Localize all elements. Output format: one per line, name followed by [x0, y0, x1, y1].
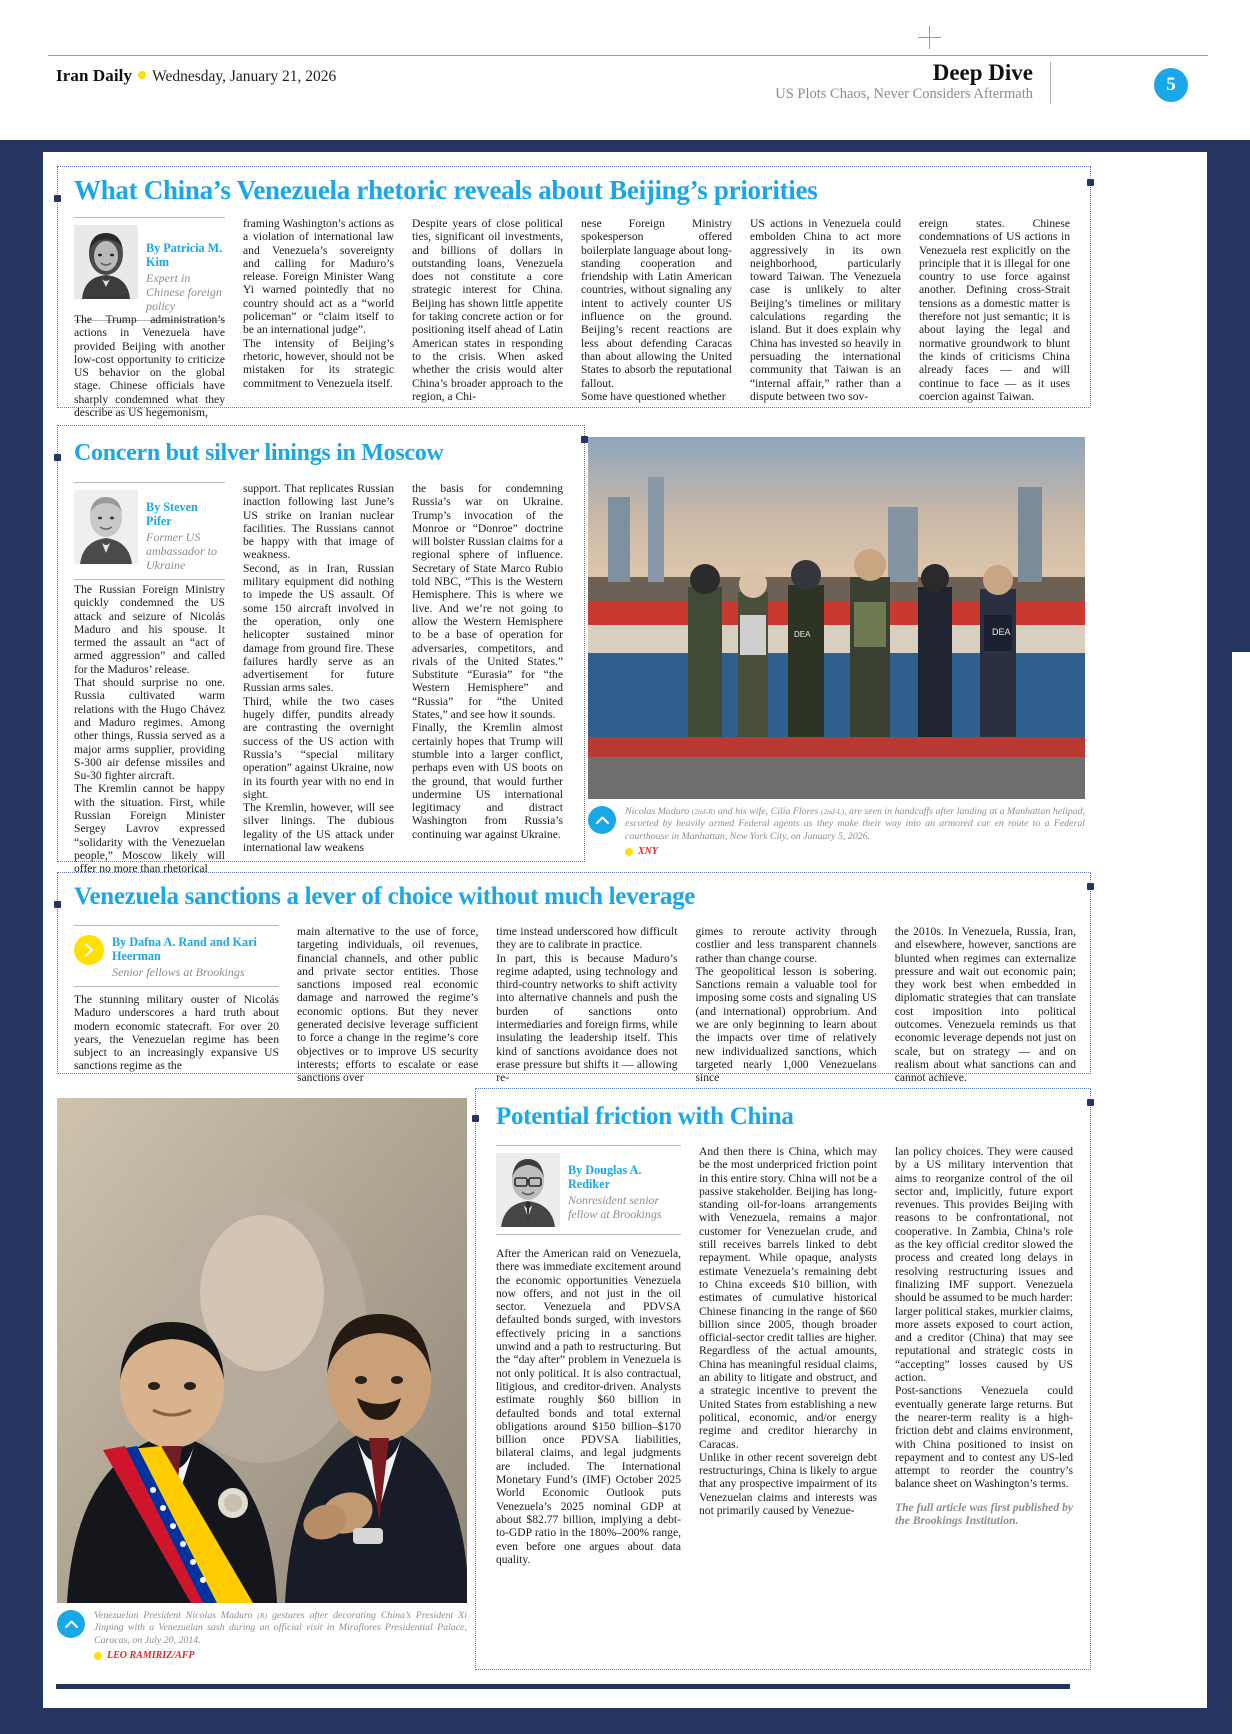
byline-role: Former US ambassador to Ukraine	[146, 530, 218, 572]
column	[243, 217, 394, 403]
article-bullet	[472, 1115, 479, 1122]
column	[74, 993, 279, 1073]
paragraph: Second, as in Iran, Russian military equipment did nothing to impede the US assault. Of some 150 aircraft involved in the operation, only one helicopter sustained minor damage from ground fire. These failures hardly serve as an advertisement for future Russian arms sales.	[243, 561, 394, 695]
yellow-dot-icon	[625, 848, 633, 856]
yellow-dot-icon	[94, 1652, 102, 1660]
byline-text	[146, 225, 225, 313]
paragraph: Some have questioned whether	[581, 389, 726, 403]
paragraph: time instead underscored how difficult they are to calibrate in practice.	[496, 925, 678, 952]
body-columns-china-rhetoric-rest	[243, 217, 1076, 403]
portrait-image	[74, 490, 138, 564]
photo-maduro-xi	[57, 1098, 467, 1603]
paragraph: US actions in Venezuela could embolden China to act more aggressively in its own neighborhood, particularly toward Taiwan. The Venezuela case is unlikely to alter Beijing’s timelines or military calculations regarding the island. But it does explain why China has invested so heavily in persuading the international community that Taiwan is an “internal affair,” rather than a dispute between two sov-	[750, 217, 901, 403]
svg-text:DEA: DEA	[794, 630, 811, 639]
portrait-steven-pifer	[74, 490, 138, 564]
yellow-dot-icon	[138, 71, 146, 79]
section-title: Deep Dive	[932, 60, 1033, 85]
paragraph: The geopolitical lesson is sobering. Sanctions remain a valuable tool for imposing some costs and signaling US (and international) opprobrium. And we are only beginning to learn about the impacts over time of relatively new individualized sanctions, which targeted nearly 1,000 Venezuelans since	[695, 964, 877, 1085]
credit-name: XNY	[638, 846, 658, 858]
paragraph: main alternative to the use of force, targeting individuals, oil revenues, financial channels, and other public and private sector entities. Those sanctions imposed real economic damage and narrowed the regime’s economic options. But they never generated decisive leverage sufficient to force a change in the regime’s core objectives or to improve US security interests; efforts to escalate or ease sanctions over	[297, 925, 479, 1085]
paragraph: Finally, the Kremlin almost certainly hopes that Trump will stumble into a larger conflict, perhaps even with US boots on the ground, that would further undermine US international legitimacy and distract Washington from Russia’s continuing war against Ukraine.	[412, 721, 563, 841]
paragraph: the 2010s. In Venezuela, Russia, Iran, and elsewhere, however, sanctions are blunted when regimes can externalize pressure and wait out economic pain; they work best when embedded in diplomatic strategies that can translate cost imposition into political outcomes. Venezuela reminds us that economic leverage depends not just on scale, but on strategy — and on realism about what sanctions can and cannot achieve.	[894, 925, 1076, 1085]
headline-sanctions: Venezuela sanctions a lever of choice without much leverage	[74, 883, 696, 910]
paragraph: support. That replicates Russian inaction following last June’s US strike on Iranian nuclear facilities. The Russians cannot be happy with that image of weakness.	[243, 482, 394, 562]
photo-credit	[94, 1650, 467, 1661]
masthead-left	[56, 66, 336, 86]
byline-text	[568, 1153, 681, 1227]
byline-rand-heerman	[74, 925, 279, 987]
credit-name: LEO RAMIRIZ/AFP	[107, 1650, 195, 1662]
paragraph: The stunning military ouster of Nicolás Maduro underscores a hard truth about modern economic statecraft. For over 20 years, the Venezuelan regime has been subject to an increasingly expansive US sanctions regime as the	[74, 993, 279, 1073]
byline-douglas-rediker	[496, 1145, 681, 1235]
paper-name: Iran Daily	[56, 66, 133, 85]
portrait-image	[74, 225, 138, 299]
article-china-rhetoric	[57, 166, 1091, 420]
column	[699, 1145, 877, 1527]
paragraph: nese Foreign Ministry spokesperson offered boilerplate language about long-standing cooperation and friendship with Latin American countries, without signaling any intent to actively counter US influence on the ground. Beijing’s recent reactions are less about defending Caracas than about allowing the United States to absorb the reputational fallout.	[581, 217, 732, 390]
body-columns-sanctions-rest	[297, 925, 1076, 1085]
paragraph: Third, while the two cases hugely differ, pundits already are contrasting the overnight success of the US action with Russia’s “special military operation” against Ukraine, now in its fourth year with no end in sight.	[243, 694, 394, 801]
caption-row-maduro-xi	[57, 1610, 467, 1661]
paragraph: Despite years of close political ties, significant oil investments, and billions of dollars in outstanding loans, Venezuela does not constitute a core strategic interest for China. Beijing has shown little appetite for taking concrete action or for positioning itself ahead of Latin American states in responding to the crisis. When asked whether the crisis would alter China’s broader approach to the region, a Chi-	[412, 217, 563, 403]
footer-bar	[56, 1684, 1070, 1689]
photo-block-maduro-xi	[57, 1098, 467, 1661]
paragraph: framing Washington’s actions as a violation of international law and Venezuela’s sovereignty and calling for Maduro’s release. Foreign Minister Wang Yi warned pointedly that no country should act as a “world policeman” or “claim itself to be an international judge”.	[243, 217, 394, 337]
byline-role: Nonresident senior fellow at Brookings	[568, 1193, 662, 1221]
byline-text	[146, 490, 225, 572]
crop-mark	[918, 26, 941, 49]
column	[412, 217, 563, 403]
article-bullet-right	[1087, 1099, 1094, 1106]
column	[297, 925, 478, 1085]
column	[74, 583, 225, 876]
byline-rule-bottom	[74, 579, 225, 580]
paragraph: lan policy choices. They were caused by a US military intervention that aims to reorganize control of the oil sector and, implicitly, future export revenues. This provides Beijing with reasons to be confrontational, not cooperative. In Zambia, China’s role as the key official creditor slowed the process and created long delays in resolving restructuring issues and finalizing IMF support. Venezuela should be assumed to be much harder: larger political stakes, murkier claims, more assets exposed to court action, and a creditor (China) that may see reputational and strategic costs in “accepting” losses caused by US action.	[895, 1145, 1073, 1385]
chevron-up-icon	[57, 1610, 85, 1638]
article-china-friction	[475, 1088, 1091, 1670]
byline-name: By Dafna A. Rand and Kari Heerman	[112, 935, 257, 963]
paragraph: And then there is China, which may be the most underpriced friction point in this entire story. China will not be a passive stakeholder. Beijing has long-standing oil-for-loans arrangements with Venezuela, remains a major customer for Venezuelan crude, and still receives barrels linked to debt repayment. While opaque, analysts estimate Venezuela’s remaining debt to China exceeds $10 billion, with estimates of cumulative historical Chinese financing in the range of $60 billion since 2005, though broader official-sector credit tallies are higher. Regardless of the actual amounts, China has meaningful residual claims, an ability to litigate and obstruct, and a strategic incentive to prevent the United States from establishing a new political, economic, and/or energy regime and creditor hierarchy in Caracas.	[699, 1145, 877, 1451]
column	[496, 925, 677, 1085]
caption-body	[94, 1610, 467, 1661]
column	[919, 217, 1070, 403]
column	[74, 313, 225, 419]
article-bullet	[54, 195, 61, 202]
masthead-right	[775, 60, 1033, 103]
article-bullet	[54, 454, 61, 461]
byline-role: Senior fellows at Brookings	[112, 965, 245, 979]
column-with-note	[895, 1145, 1073, 1527]
paragraph: The Kremlin, however, will see silver linings. The dubious legality of the US attack under international law weakens	[243, 801, 394, 855]
column	[496, 1247, 681, 1566]
byline-steven-pifer	[74, 482, 225, 580]
portrait-douglas-rediker	[496, 1153, 560, 1227]
article-bullet-right	[1087, 883, 1094, 890]
paragraph: The Russian Foreign Ministry quickly condemned the US attack and seizure of Nicolás Maduro and his spouse. It termed the assault an “act of armed aggression” and called for the Maduros’ release.	[74, 583, 225, 676]
paragraph: Unlike in other recent sovereign debt restructurings, China is likely to argue that any prospective impairment of its Venezuelan claims and interests was not primarily caused by Venezue-	[699, 1450, 877, 1518]
masthead-divider	[1050, 62, 1051, 104]
closing-note: The full article was first published by the Brookings Institution.	[895, 1500, 1073, 1528]
section-tagline: US Plots Chaos, Never Considers Aftermath	[775, 86, 1033, 103]
byline-text	[112, 935, 279, 979]
photo-credit	[625, 846, 1085, 857]
paragraph: Post-sanctions Venezuela could eventually generate large returns. But the nearer-term reality is a high-friction debt and claims environment, with China positioned to insist on repayment and to contest any US-led attempt to reorder the country’s balance sheet on Washington’s terms.	[895, 1384, 1073, 1491]
article-bullet-right	[581, 436, 588, 443]
photo-maduro-arrest	[588, 437, 1085, 799]
paragraph: The Trump administration’s actions in Venezuela have provided Beijing with another low-cost opportunity to criticize US behavior on the global stage. Chinese officials have sharply condemned what they describe as US hegemonism,	[74, 313, 225, 420]
body-columns-moscow-first	[74, 583, 225, 876]
paragraph: That should surprise no one. Russia cultivated warm relations with the Hugo Chávez and Maduro regimes. Among other things, Russia served as a major arms supplier, providing S-300 air defense missiles and Su-30 fighter aircraft.	[74, 676, 225, 783]
portrait-patricia-kim	[74, 225, 138, 299]
caption-row-maduro-arrest	[588, 806, 1085, 857]
article-sanctions	[57, 872, 1091, 1085]
headline-china-rhetoric: What China’s Venezuela rhetoric reveals about Beijing’s priorities	[74, 175, 818, 205]
byline-name: By Patricia M. Kim	[146, 241, 223, 269]
byline-rule-bottom	[74, 986, 279, 987]
column	[412, 482, 563, 854]
issue-date: Wednesday, January 21, 2026	[152, 68, 337, 85]
paragraph: the basis for condemning Russia’s war on Ukraine. Trump’s invocation of the Monroe or “Donroe” doctrine will bolster Russian claims for a regional sphere of influence. Secretary of State Marco Rubio told NBC, “This is the Western Hemisphere. This is where we live. And we’re not going to allow the Western Hemisphere to be a base of operation for adversaries, competitors, and rivals of the United States.” Substitute “Eurasia” for “the Western Hemisphere” and “Russia” for “the United States,” and see how it sounds.	[412, 482, 563, 722]
byline-role: Expert in Chinese foreign policy	[146, 271, 222, 313]
right-white-rail	[1232, 652, 1250, 1734]
portrait-image	[496, 1153, 560, 1227]
caption-text: Nicolas Maduro (2nd-R) and his wife, Cilia Flores (2nd-L), are seen in handcuffs after landing at a Manhattan helipad, escorted by heavily armed Federal agents as they make their way into an armored car en route to a Federal courthouse in Manhattan, New York City, on January 5, 2026.	[625, 806, 1085, 842]
article-moscow	[57, 425, 585, 876]
headline-china-friction: Potential friction with China	[496, 1103, 794, 1130]
svg-text:DEA: DEA	[992, 627, 1011, 637]
column	[895, 925, 1076, 1085]
body-columns-moscow-rest	[243, 482, 570, 854]
article-bullet	[54, 901, 61, 908]
paragraph: ereign states. Chinese condemnations of US actions in Venezuela rest explicitly on the principle that it is illegal for one country to use force against another. Defining cross-Strait tensions as a domestic matter is therefore not just semantic; it is about laying the legal and normative groundwork to blunt the kinds of criticisms China already faces — and will continue to face — as it uses coercion against Taiwan.	[919, 217, 1070, 403]
paragraph: The Kremlin cannot be happy with the situation. First, while Russian Foreign Minister Sergey Lavrov expressed “solidarity with the Venezuelan people,” Moscow likely will offer no more than rhetorical	[74, 782, 225, 876]
page-number-badge: 5	[1154, 68, 1188, 102]
body-columns-china-friction-rest	[699, 1145, 1074, 1527]
headline-moscow: Concern but silver linings in Moscow	[74, 440, 444, 466]
column	[696, 925, 877, 1085]
paragraph: gimes to reroute activity through costlier and less transparent channels rather than change course.	[695, 925, 877, 965]
byline-rule-bottom	[496, 1234, 681, 1235]
paragraph: The intensity of Beijing’s rhetoric, however, should not be mistaken for its strategic commitment to Venezuela itself.	[243, 336, 394, 390]
article-bullet-right	[1087, 179, 1094, 186]
paragraph: In part, this is because Maduro’s regime adapted, using technology and third-country networks to shift activity into alternative channels and push the burden of sanctions onto intermediaries and foreign firms, while insulating the leadership itself. This kind of sanctions avoidance does not erase pressure but shifts it — allowing re-	[496, 951, 678, 1085]
byline-name: By Steven Pifer	[146, 500, 198, 528]
byline-name: By Douglas A. Rediker	[568, 1163, 642, 1191]
caption-text: Venezuelan President Nicolas Maduro (R) gestures after decorating China’s President Xi Jinping with a Venezuelan sash during an official visit in Miraflores Presidential Palace, Caracas, on July 20, 2014.	[94, 1610, 467, 1646]
column	[581, 217, 732, 403]
caption-body	[625, 806, 1085, 857]
byline-patricia-kim	[74, 217, 225, 321]
body-columns-sanctions-first	[74, 993, 279, 1073]
photo-image	[57, 1098, 467, 1603]
column	[895, 1145, 1073, 1491]
body-columns-china-friction-first	[496, 1247, 681, 1566]
photo-image	[588, 437, 1085, 799]
column	[750, 217, 901, 403]
column	[243, 482, 394, 854]
photo-block-maduro-arrest	[588, 437, 1085, 857]
chevron-up-icon	[588, 806, 616, 834]
masthead	[48, 55, 1208, 113]
chevron-right-icon	[74, 935, 104, 965]
paragraph: After the American raid on Venezuela, there was immediate excitement around the economic opportunities Venezuela now offers, and not just in the oil sector. Venezuela and PDVSA defaulted bonds surged, with investors effectively pricing in a sanctions unwind and a path to restructuring. But the “day after” problem in Venezuela is not only political. It is also contractual, litigious, and creditor-driven. Analysts estimate roughly $60 billion in defaulted bonds and total external obligations around $150 billion–$170 billion once PDVSA liabilities, bilateral claims, and legal judgments are included. The International Monetary Fund’s (IMF) October 2025 World Economic Outlook puts Venezuela’s 2025 nominal GDP at about $82.77 billion, implying a debt-to-GDP ratio in the 180%–200% range, even before one argues about data quality.	[496, 1247, 681, 1566]
